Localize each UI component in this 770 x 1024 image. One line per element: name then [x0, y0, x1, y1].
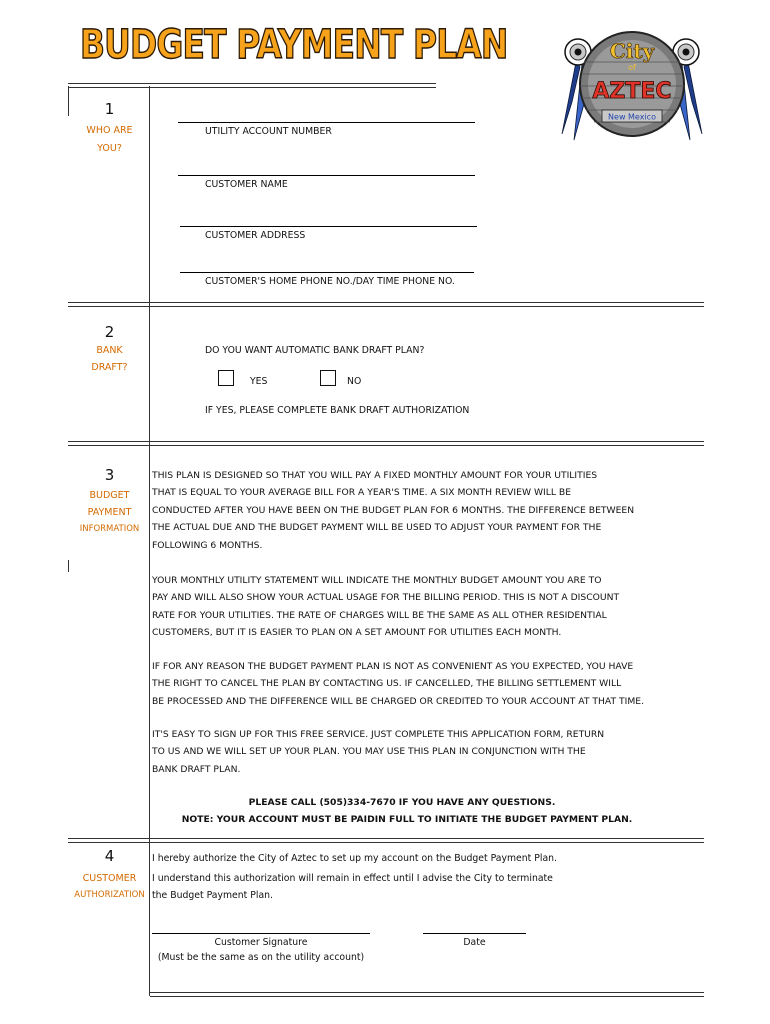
- section-divider-2: [68, 441, 704, 446]
- signature-label: Customer Signature: [214, 937, 308, 948]
- section-2-label-line1: BANK: [96, 345, 123, 356]
- section-divider-top: [68, 83, 436, 88]
- customer-address-line[interactable]: [180, 226, 477, 227]
- section-divider-3: [68, 838, 704, 843]
- section-3-number: 3: [104, 466, 115, 484]
- section-divider-1: [68, 302, 704, 307]
- budget-info-paragraph-4: IT'S EASY TO SIGN UP FOR THIS FREE SERVICE. JUST COMPLETE THIS APPLICATION FORM, RETURN TO US AND WE WILL SET UP YOUR PLAN. YOU MAY USE THIS PLAN IN CONJUNCTION WITH THE BANK DRAFT PLAN.: [152, 729, 605, 775]
- section-2-label-line2: DRAFT?: [91, 362, 128, 373]
- section-4-label-line2: AUTHORIZATION: [74, 890, 145, 900]
- no-checkbox[interactable]: [320, 370, 336, 386]
- section-4-number: 4: [104, 847, 115, 865]
- page-title: BUDGET PAYMENT PLAN: [80, 22, 508, 68]
- signature-line[interactable]: [152, 933, 370, 934]
- section-1-label-line2: YOU?: [97, 143, 122, 154]
- column-divider: [149, 86, 150, 996]
- svg-text:AZTEC: AZTEC: [592, 79, 672, 104]
- left-border-mid: [68, 560, 69, 572]
- section-4-label-line1: CUSTOMER: [82, 873, 137, 884]
- left-border: [68, 86, 69, 116]
- account-number-line[interactable]: [178, 122, 475, 123]
- customer-phone-line[interactable]: [180, 272, 474, 273]
- yes-label: YES: [250, 376, 268, 387]
- account-number-label: UTILITY ACCOUNT NUMBER: [205, 126, 332, 137]
- budget-info-paragraph-2: YOUR MONTHLY UTILITY STATEMENT WILL INDICATE THE MONTHLY BUDGET AMOUNT YOU ARE TO PAY AND WILL ALSO SHOW YOUR ACTUAL USAGE FOR THE BILLING PERIOD. THIS IS NOT A DISCOUNT RATE FOR YOUR UTILITIES. THE RATE OF CHARGES WILL BE THE SAME AS ALL OTHER RESIDENTIAL CUSTOMERS, BUT IT IS EASIER TO PLAN ON A SET AMOUNT FOR UTILITIES EACH MONTH.: [152, 575, 620, 639]
- authorization-line-1: I hereby authorize the City of Aztec to set up my account on the Budget Payment Plan.: [152, 853, 557, 864]
- customer-address-label: CUSTOMER ADDRESS: [205, 230, 306, 241]
- signature-note: (Must be the same as on the utility account): [157, 952, 365, 963]
- budget-info-paragraph-1: THIS PLAN IS DESIGNED SO THAT YOU WILL PAY A FIXED MONTHLY AMOUNT FOR YOUR UTILITIES THAT IS EQUAL TO YOUR AVERAGE BILL FOR A YEAR'S TIME. A SIX MONTH REVIEW WILL BE CONDUCTED AFTER YOU HAVE BEEN ON THE BUDGET PLAN FOR 6 MONTHS. THE DIFFERENCE BETWEEN THE ACTUAL DUE AND THE BUDGET PAYMENT WILL BE USED TO ADJUST YOUR PAYMENT FOR THE FOLLOWING 6 MONTHS.: [152, 470, 635, 551]
- no-label: NO: [347, 376, 362, 387]
- customer-name-line[interactable]: [178, 175, 475, 176]
- date-line[interactable]: [423, 933, 526, 934]
- section-1-number: 1: [104, 100, 115, 118]
- call-notice: PLEASE CALL (505)334-7670 IF YOU HAVE ANY QUESTIONS.: [248, 797, 556, 808]
- customer-name-label: CUSTOMER NAME: [205, 179, 288, 190]
- section-3-label-line2: PAYMENT: [87, 507, 132, 518]
- authorization-line-3: the Budget Payment Plan.: [152, 890, 273, 901]
- yes-checkbox[interactable]: [218, 370, 234, 386]
- section-1-label-line1: WHO ARE: [86, 125, 133, 136]
- authorization-line-2: I understand this authorization will remain in effect until I advise the City to terminate: [152, 873, 553, 884]
- payment-note: NOTE: YOUR ACCOUNT MUST BE PAIDIN FULL TO INITIATE THE BUDGET PAYMENT PLAN.: [181, 814, 633, 825]
- city-of-aztec-logo: [558, 22, 706, 142]
- section-3-label-line3: INFORMATION: [79, 524, 140, 534]
- svg-text:of: of: [628, 63, 636, 72]
- bank-draft-question: DO YOU WANT AUTOMATIC BANK DRAFT PLAN?: [205, 345, 425, 356]
- section-3-label-line1: BUDGET: [89, 490, 130, 501]
- svg-text:City: City: [609, 39, 655, 63]
- section-divider-bottom: [150, 992, 704, 997]
- bank-draft-note: IF YES, PLEASE COMPLETE BANK DRAFT AUTHORIZATION: [205, 405, 470, 416]
- date-label: Date: [463, 937, 486, 948]
- svg-text:New Mexico: New Mexico: [608, 112, 656, 122]
- customer-phone-label: CUSTOMER'S HOME PHONE NO./DAY TIME PHONE NO.: [205, 276, 455, 287]
- section-2-number: 2: [104, 323, 115, 341]
- budget-info-paragraph-3: IF FOR ANY REASON THE BUDGET PAYMENT PLAN IS NOT AS CONVENIENT AS YOU EXPECTED, YOU HAVE THE RIGHT TO CANCEL THE PLAN BY CONTACTING US. IF CANCELLED, THE BILLING SETTLEMENT WILL BE PROCESSED AND THE DIFFERENCE WILL BE CHARGED OR CREDITED TO YOUR ACCOUNT AT THAT TIME.: [152, 661, 645, 707]
